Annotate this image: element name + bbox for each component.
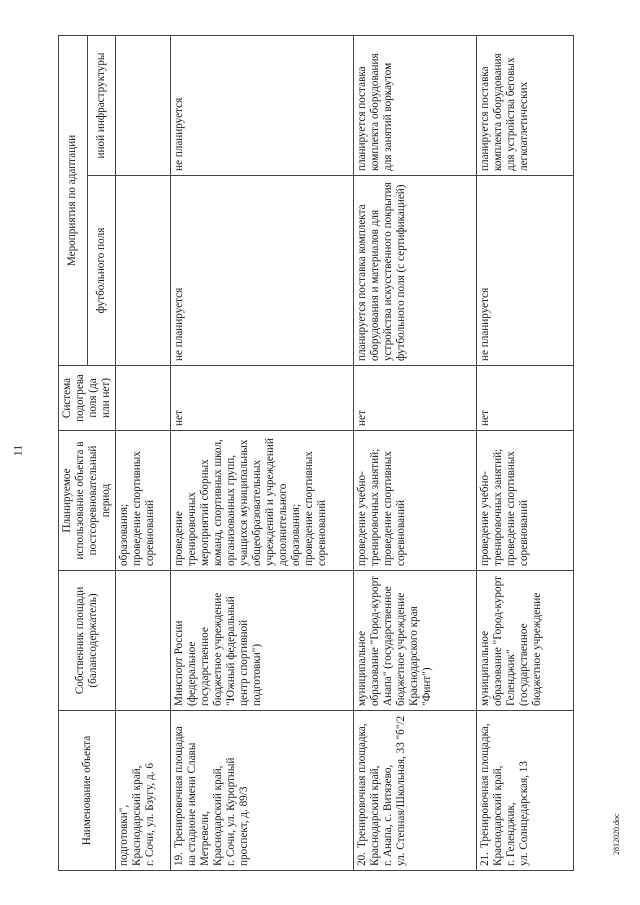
table-row: [354, 36, 477, 871]
cell-name: [354, 711, 477, 871]
cell-football: [116, 176, 171, 366]
cell-other: планируется поставка комплекта оборудования для занятий воркаутом: [354, 36, 477, 176]
cell-use: проведение учебно-тренировочных занятий; проведение спортивных соревнований: [354, 431, 477, 571]
header-other: иной инфраструктуры: [87, 36, 116, 176]
objects-table: [58, 35, 574, 871]
cell-football: не планируется: [477, 176, 574, 366]
object-name: Тренировочная площадка, Краснодарский край, г. Анапа, с. Витязево, ул. Степная/Школьная, 33 "б"/2: [356, 715, 407, 866]
header-use: Планируемое использование объекта в постсоревновательный период: [59, 431, 116, 571]
header-measures: Мероприятия по адаптации: [59, 36, 88, 366]
cell-name: [477, 711, 574, 871]
object-name: Тренировочная площадка, Краснодарский край, г. Геленджик, ул. Солнцедарская, 13: [479, 723, 530, 866]
page-number: 11: [10, 444, 25, 457]
cell-other: [116, 36, 171, 176]
header-name: Наименование объекта: [59, 711, 116, 871]
cell-use: проведение учебно-тренировочных занятий; проведение спортивных соревнований: [477, 431, 574, 571]
cell-use: образования; проведение спортивных соревнований: [116, 431, 171, 571]
header-heating: Система подогрева поля (да или нет): [59, 366, 116, 431]
table-row: [477, 36, 574, 871]
cell-heating: [116, 366, 171, 431]
cell-owner: Минспорт России (федеральное государственное бюджетное учреждение "Южный федеральный центр спортивной подготовки"): [171, 571, 354, 711]
row-number: 19.: [173, 852, 185, 866]
footer-filename: 2812020.doc: [612, 813, 621, 855]
cell-other: планируется поставка комплекта оборудования для устройства беговых легкоатлетических: [477, 36, 574, 176]
header-owner: Собственник площади (балансодержатель): [59, 571, 116, 711]
cell-name: [171, 711, 354, 871]
cell-heating: нет: [477, 366, 574, 431]
cell-heating: нет: [171, 366, 354, 431]
table-row: [171, 36, 354, 871]
row-number: 21.: [479, 852, 491, 866]
table-row-continuation: [116, 36, 171, 871]
cell-owner: [116, 571, 171, 711]
row-number: 20.: [356, 852, 368, 866]
cell-use: проведение тренировочных мероприятий сборных команд, спортивных школ, организованных групп, учащихся муниципальных общеобразовательных учреждений и учреждений дополнительного образования; проведение спортивных соревнований: [171, 431, 354, 571]
cell-football: не планируется: [171, 176, 354, 366]
cell-owner: муниципальное образование "Город-курорт Геленджик" (государственное бюджетное учреждение: [477, 571, 574, 711]
object-name: Тренировочная площадка на стадионе имени Славы Метревели, Краснодарский край, г. Сочи, ул. Курортный проспект, д. 89/3: [173, 726, 250, 866]
header-football: футбольного поля: [87, 176, 116, 366]
cell-owner: муниципальное образование "Город-курорт Анапа" (государственное бюджетное учреждение Краснодарского края "Финт"): [354, 571, 477, 711]
cell-heating: нет: [354, 366, 477, 431]
cell-football: планируется поставка комплекта оборудования и материалов для устройства искусственного покрытия футбольного поля (с сертификацией): [354, 176, 477, 366]
cell-other: не планируется: [171, 36, 354, 176]
rotated-table-container: [58, 36, 568, 871]
cell-name: подготовки", Краснодарский край, г. Сочи, ул. Бзугу, д. 6: [116, 711, 171, 871]
